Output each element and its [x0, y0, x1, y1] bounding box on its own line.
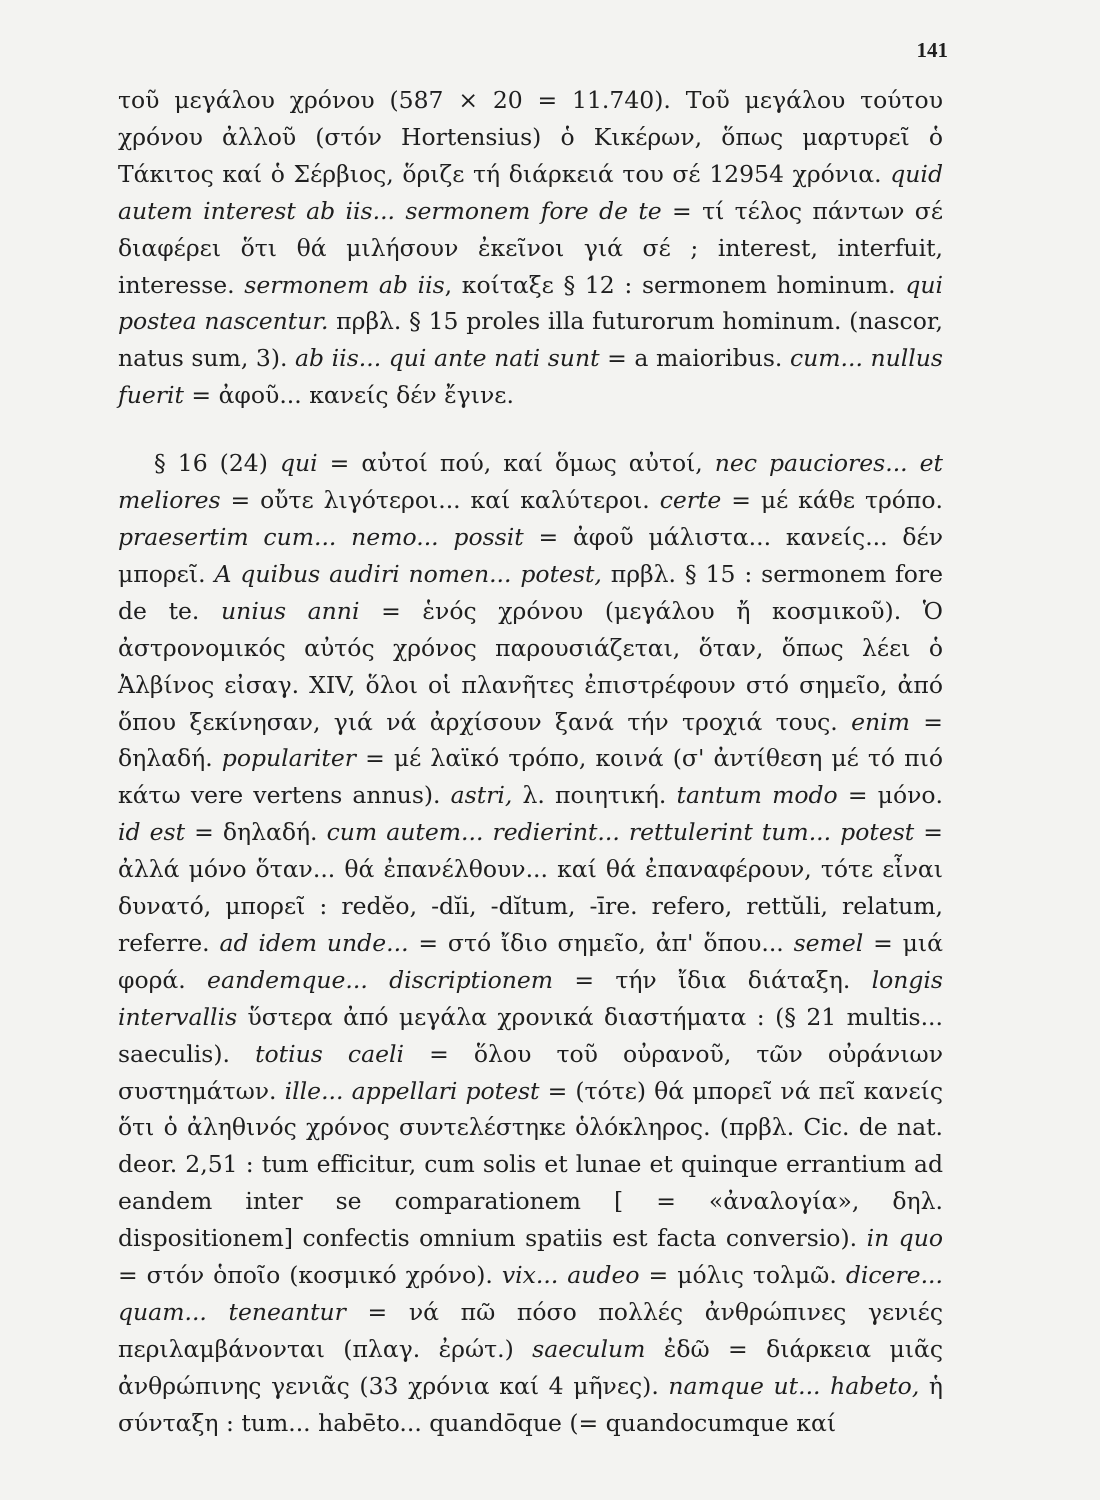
latin-lemma: tantum modo — [676, 781, 838, 810]
text-run: = μόνο. — [837, 781, 943, 810]
latin-lemma: unius anni — [221, 596, 360, 625]
latin-lemma: vix... audeo — [501, 1261, 640, 1290]
latin-lemma: nec pauciores... et meliores — [118, 449, 943, 515]
latin-lemma: astri, — [450, 781, 513, 810]
text-run: = στόν ὁποῖο (κοσμικό χρόνο). — [118, 1261, 502, 1290]
paragraph-2 — [118, 445, 943, 1441]
latin-lemma: cum autem... redierint... rettulerint tum... potest — [326, 818, 915, 847]
commentary-text — [118, 82, 943, 1442]
text-run: ἐδῶ = διάρκεια μιᾶς ἀνθρώπινης γενιᾶς (33 χρόνια καί 4 μῆνες). — [118, 1334, 943, 1400]
text-run: = ἀφοῦ μάλιστα... κανείς... δέν μπορεῖ. — [118, 522, 943, 588]
text-run: = μέ λαϊκό τρόπο, κοινά (σ' ἀντίθεση μέ τό πιό κάτω vere vertens annus). — [118, 744, 943, 810]
text-run: = ἀφοῦ... κανείς δέν ἔγινε. — [183, 381, 514, 410]
latin-lemma: qui postea nascentur. — [118, 270, 944, 336]
text-run: = στό ἴδιο σημεῖο, ἀπ' ὅπου... — [408, 928, 794, 957]
text-run: = νά πῶ πόσο πολλές ἀνθρώπινες γενιές περιλαμβάνονται (πλαγ. ἐρώτ.) — [118, 1298, 943, 1363]
latin-lemma: eandemque... discriptionem — [207, 965, 554, 994]
text-run: = τί τέλος πάντων σέ διαφέρει ὅτι θά μιλήσουν ἐκεῖνοι γιά σέ ; interest, interfuit, interesse. — [118, 196, 943, 299]
latin-lemma: ille... appellari potest — [284, 1076, 540, 1105]
latin-lemma: dicere... quam... teneantur — [118, 1261, 943, 1326]
latin-lemma: qui — [279, 449, 318, 478]
latin-lemma: ad idem unde... — [219, 928, 409, 957]
text-run: = ἀλλά μόνο ὅταν... θά ἐπανέλθουν... καί θά ἐπαναφέρουν, τότε εἶναι δυνατό, μπορεῖ : redĕo, -dĭi, -dĭtum, -īre. refero, rettŭli, relatum, referre. — [118, 818, 943, 957]
text-run: , κοίταξε § 12 : sermonem hominum. — [444, 270, 906, 299]
text-run: = μέ κάθε τρόπο. — [721, 486, 943, 515]
text-run: = μόλις τολμῶ. — [639, 1261, 846, 1290]
text-run: ἡ σύνταξη : tum... habēto... quandōque (= quandocumque καί — [118, 1371, 943, 1437]
text-run: = αὐτοί πού, καί ὅμως αὐτοί, — [317, 449, 715, 478]
text-run: = τήν ἴδια διάταξη. — [553, 965, 872, 994]
text-run: § 16 (24) — [154, 449, 280, 478]
latin-lemma: enim — [851, 707, 910, 736]
text-run: τοῦ μεγάλου χρόνου (587 × 20 = 11.740). Τοῦ μεγάλου τούτου χρόνου ἀλλοῦ (στόν Hortensius) ὁ Κικέρων, ὅπως μαρτυρεῖ ὁ Τάκιτος καί ὁ Σέρβιος, ὅριζε τή διάρκειά του σέ 12954 χρόνια. — [118, 86, 943, 188]
text-run: πρβλ. § 15 : sermonem fore de te. — [118, 559, 943, 625]
latin-lemma: in quo — [866, 1224, 943, 1253]
text-run: = μιά φορά. — [118, 928, 944, 994]
paragraph-gap — [118, 414, 943, 445]
page-number: 141 — [916, 38, 948, 62]
text-run: = ἑνός χρόνου (μεγάλου ἤ κοσμικοῦ). Ὁ ἀστρονομικός αὐτός χρόνος παρουσιάζεται, ὅταν, ὅπως λέει ὁ Ἀλβίνος εἰσαγ. XIV, ὅλοι οἱ πλανῆτες ἐπιστρέφουν στό σημεῖο, ἀπό ὅπου ξεκίνησαν, γιά νά ἀρχίσουν ξανά τήν τροχιά τους. — [118, 596, 943, 736]
latin-lemma: saeculum — [532, 1334, 646, 1363]
latin-lemma: namque ut... habeto, — [668, 1371, 920, 1400]
latin-lemma: praesertim cum... nemo... possit — [118, 522, 524, 551]
text-run: = οὔτε λιγότεροι... καί καλύτεροι. — [220, 486, 660, 515]
text-run: = δηλαδή. — [185, 818, 327, 847]
latin-lemma: cum... nullus fuerit — [118, 344, 943, 410]
text-run: πρβλ. § 15 proles illa futurorum hominum. (nascor, natus sum, 3). — [118, 307, 943, 373]
latin-lemma: totius caeli — [255, 1039, 405, 1068]
text-run: = ὅλου τοῦ οὐρανοῦ, τῶν οὐράνιων συστημάτων. — [118, 1039, 943, 1105]
latin-lemma: longis intervallis — [118, 965, 943, 1031]
latin-lemma: ab iis... qui ante nati sunt — [295, 344, 600, 373]
latin-lemma: quid autem interest ab iis... sermonem fore de te — [118, 159, 943, 225]
latin-lemma: semel — [793, 928, 864, 957]
latin-lemma: certe — [659, 486, 722, 515]
text-run: = a maioribus. — [599, 344, 790, 373]
paragraph-1 — [118, 82, 943, 414]
text-run: = (τότε) θά μπορεῖ νά πεῖ κανείς ὅτι ὁ ἀληθινός χρόνος συντελέστηκε ὁλόκληρος. (πρβλ. Cic. de nat. deor. 2,51 : tum efficitur, cum solis et lunae et quinque errantium ad eandem inter se comparationem [ = «ἀναλογία», δηλ. dispositionem] confectis omnium spatiis est facta conversio). — [118, 1076, 943, 1253]
latin-lemma: populariter — [221, 744, 357, 773]
text-run: ὕστερα ἀπό μεγάλα χρονικά διαστήματα : (§ 21 multis... saeculis). — [118, 1002, 943, 1068]
latin-lemma: A quibus audiri nomen... potest, — [214, 559, 602, 588]
text-run: λ. ποιητική. — [512, 781, 677, 810]
latin-lemma: sermonem ab iis — [244, 270, 445, 299]
text-run: = δηλαδή. — [118, 707, 943, 773]
latin-lemma: id est — [118, 818, 186, 847]
